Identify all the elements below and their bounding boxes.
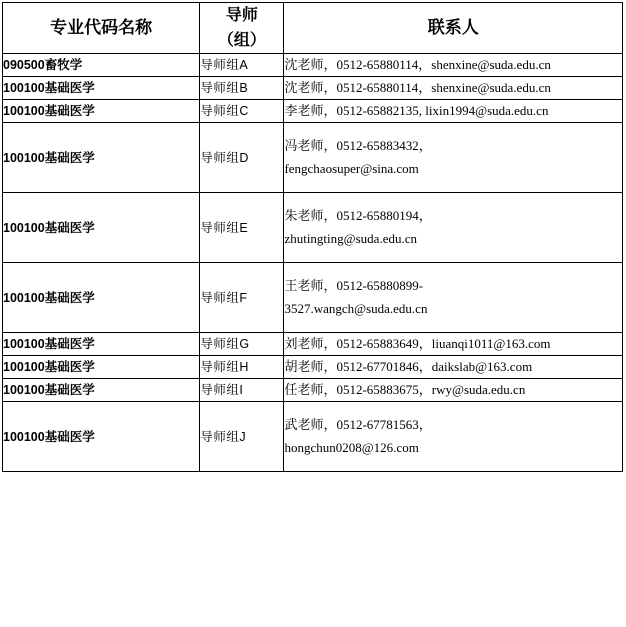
cell-advisor: 导师组F [200,263,284,333]
cell-contact [284,193,623,263]
cell-major: 100100基础医学 [3,263,200,333]
contact-line: fengchaosuper@sina.com [284,161,419,176]
cell-contact [284,379,623,402]
contact-line: hongchun0208@126.com [284,440,419,455]
table-row [3,193,623,263]
cell-contact [284,402,623,472]
cell-major: 100100基础医学 [3,193,200,263]
contact-line: 武老师，0512-67781563， [284,417,432,432]
contact-line: 朱老师，0512-65880194， [284,208,432,223]
cell-major: 100100基础医学 [3,333,200,356]
table-row [3,379,623,402]
contact-line: 3527.wangch@suda.edu.cn [284,301,428,316]
cell-contact [284,123,623,193]
cell-major: 100100基础医学 [3,402,200,472]
advisor-contact-table [2,2,623,472]
header-advisor [200,3,284,54]
header-major [3,3,200,54]
table-header-row [3,3,623,54]
cell-contact [284,333,623,356]
table-row [3,402,623,472]
table-row [3,123,623,193]
contact-line: 李老师，0512-65882135, lixin1994@suda.edu.cn [284,103,549,118]
cell-contact [284,263,623,333]
cell-advisor: 导师组H [200,356,284,379]
cell-advisor: 导师组A [200,54,284,77]
document-page [0,2,626,627]
cell-advisor: 导师组B [200,77,284,100]
table-row [3,333,623,356]
contact-line: 刘老师，0512-65883649，liuanqi1011@163.com [284,336,551,351]
contact-line: zhutingting@suda.edu.cn [284,231,417,246]
header-contact [284,3,623,54]
table-row [3,356,623,379]
cell-advisor: 导师组I [200,379,284,402]
table-header [3,3,623,54]
cell-contact [284,54,623,77]
contact-line: 任老师，0512-65883675，rwy@suda.edu.cn [284,382,526,397]
cell-major: 100100基础医学 [3,100,200,123]
cell-major: 100100基础医学 [3,356,200,379]
header-contact-text: 联系人 [427,18,479,37]
header-advisor-line2: （组） [217,32,266,49]
cell-advisor: 导师组D [200,123,284,193]
cell-contact [284,100,623,123]
table-row [3,54,623,77]
table-row [3,100,623,123]
header-advisor-line1: 导师 [225,7,258,24]
cell-contact [284,356,623,379]
cell-major: 100100基础医学 [3,379,200,402]
contact-line: 胡老师，0512-67701846，daikslab@163.com [284,359,533,374]
contact-line: 王老师，0512-65880899- [284,278,424,293]
table-body [3,54,623,472]
cell-major: 100100基础医学 [3,77,200,100]
cell-major: 090500畜牧学 [3,54,200,77]
contact-line: 沈老师，0512-65880114，shenxine@suda.edu.cn [284,80,551,95]
contact-line: 沈老师，0512-65880114，shenxine@suda.edu.cn [284,57,551,72]
cell-advisor: 导师组C [200,100,284,123]
cell-advisor: 导师组J [200,402,284,472]
contact-line: 冯老师，0512-65883432， [284,138,432,153]
cell-contact [284,77,623,100]
header-major-text: 专业代码名称 [50,18,153,37]
table-row [3,77,623,100]
table-row [3,263,623,333]
cell-advisor: 导师组E [200,193,284,263]
cell-advisor: 导师组G [200,333,284,356]
cell-major: 100100基础医学 [3,123,200,193]
